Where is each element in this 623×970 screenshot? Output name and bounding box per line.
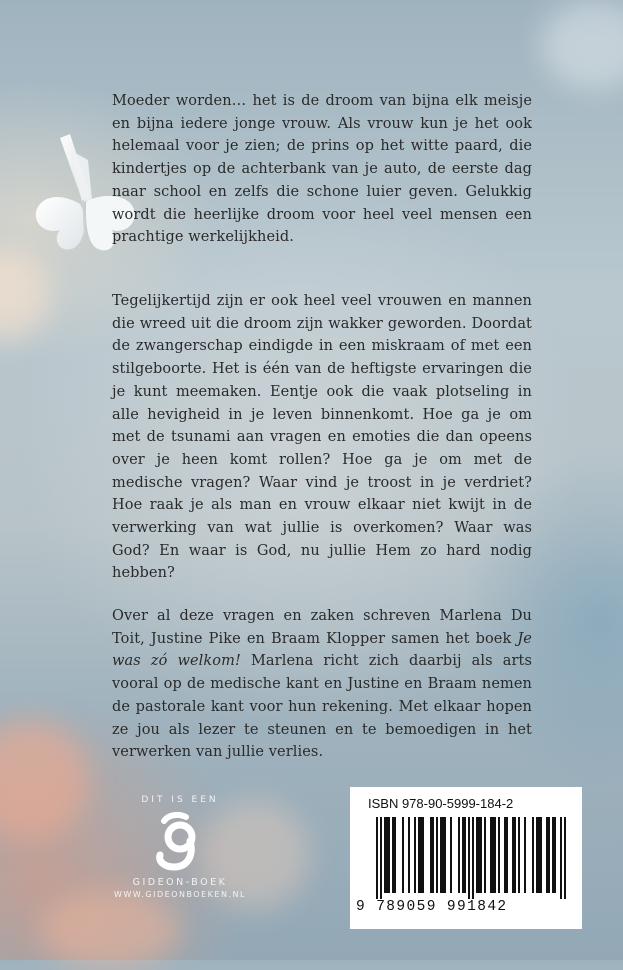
- barcode-bar: [462, 817, 464, 893]
- barcode-bar: [418, 817, 420, 893]
- barcode-bar: [468, 817, 470, 899]
- publisher-name: GIDEON-BOEK: [132, 877, 228, 888]
- barcode-bar: [392, 817, 394, 893]
- barcode-bar: [464, 817, 466, 893]
- publisher-logo: [100, 795, 260, 899]
- barcode-bar: [384, 817, 386, 893]
- bokeh-light: [540, 0, 623, 90]
- barcode-bar: [552, 817, 554, 893]
- barcode-bar: [492, 817, 494, 893]
- paragraph-text: [112, 605, 532, 764]
- paragraph-text: Tegelijkertijd zijn er ook heel veel vrouwen en mannen die wreed uit die droom zijn wakker geworden. Doordat de zwangerschap eindigde in een miskraam of met een stilgeboorte. Het is één van de heftigste ervaringen die je kunt meemaken. Eentje ook die vaak plotseling in alle hevigheid in je leven binnenkomt. Hoe ga je om met de tsunami aan vragen en emoties die dan opeens over je heen komt rollen? Hoe ga je om met de medische vragen? Waar vind je troost in je verdriet? Hoe raak je als man en vrouw elkaar niet kwijt in de verwerking van wat jullie is overkomen? Waar was God? En waar is God, nu jullie Hem zo hard nodig hebben?: [112, 293, 532, 582]
- barcode-bar: [394, 817, 396, 893]
- barcode-bar: [532, 817, 534, 893]
- barcode-bar: [564, 817, 566, 899]
- barcode-bar: [476, 817, 478, 893]
- barcode-bar: [420, 817, 422, 893]
- barcode-bar: [442, 817, 444, 893]
- paragraph-text-end: Marlena richt zich daarbij als arts vooral op de medische kant en Justine en Braam nemen de pastorale kant voor hun rekening. Met elkaar hopen ze jou als lezer te steunen en te bemoedigen in het verwerken van jullie verlies.: [112, 653, 532, 761]
- closing-paragraph: [112, 605, 532, 764]
- barcode-bar: [540, 817, 542, 893]
- barcode-bar: [430, 817, 432, 893]
- isbn-digits: 9 789059 991842: [356, 899, 508, 915]
- barcode-bar: [388, 817, 390, 893]
- gideon-g-icon: [148, 811, 212, 873]
- barcode-bar: [432, 817, 434, 893]
- barcode-bar: [458, 817, 460, 893]
- barcode-bar: [444, 817, 446, 893]
- body-paragraph: [112, 290, 532, 585]
- barcode-bar: [480, 817, 482, 893]
- barcode-bar: [506, 817, 508, 893]
- intro-paragraph: [112, 90, 532, 249]
- barcode-bar: [504, 817, 506, 893]
- barcode-bar: [440, 817, 442, 893]
- barcode-bar: [380, 817, 382, 899]
- paragraph-text: Moeder worden… het is de droom van bijna elk meisje en bijna iedere jonge vrouw. Als vrouw kun je het ook helemaal voor je zien; de prins op het witte paard, die kindertjes op de achterbank van je auto, de eerste dag naar school en zelfs die schone luier geven. Gelukkig wordt die heerlijke droom voor heel veel mensen een prachtige werkelijkheid.: [112, 93, 532, 246]
- barcode-bar: [490, 817, 492, 893]
- barcode-bar: [494, 817, 496, 893]
- publisher-url: WWW.GIDEONBOEKEN.NL: [114, 890, 246, 899]
- barcode-bar: [512, 817, 514, 893]
- barcode-icon: [364, 817, 572, 899]
- bokeh-light: [40, 890, 180, 970]
- barcode-bar: [402, 817, 404, 893]
- bokeh-light: [0, 720, 90, 840]
- book-title: Je was zó welkom!: [112, 630, 532, 670]
- barcode-bar: [514, 817, 516, 893]
- barcode-bar: [546, 817, 548, 893]
- barcode-bar: [376, 817, 378, 899]
- barcode-bar: [498, 817, 500, 893]
- isbn-label: ISBN 978-90-5999-184-2: [368, 796, 514, 811]
- barcode-bar: [538, 817, 540, 893]
- barcode-bar: [408, 817, 410, 893]
- isbn-barcode-block: [350, 787, 582, 929]
- barcode-bar: [386, 817, 388, 893]
- barcode-bar: [518, 817, 520, 893]
- publisher-tagline: DIT IS EEN: [141, 795, 219, 805]
- barcode-bar: [548, 817, 550, 893]
- barcode-bar: [536, 817, 538, 893]
- barcode-bar: [478, 817, 480, 893]
- barcode-bar: [450, 817, 452, 893]
- barcode-bar: [554, 817, 556, 893]
- barcode-bar: [436, 817, 438, 893]
- barcode-bar: [484, 817, 486, 893]
- barcode-bar: [524, 817, 526, 893]
- barcode-bar: [472, 817, 474, 899]
- barcode-bar: [422, 817, 424, 893]
- barcode-bar: [414, 817, 416, 893]
- barcode-bar: [560, 817, 562, 899]
- paragraph-text-start: Over al deze vragen en zaken schreven Marlena Du Toit, Justine Pike en Braam Klopper samen het boek: [112, 608, 532, 647]
